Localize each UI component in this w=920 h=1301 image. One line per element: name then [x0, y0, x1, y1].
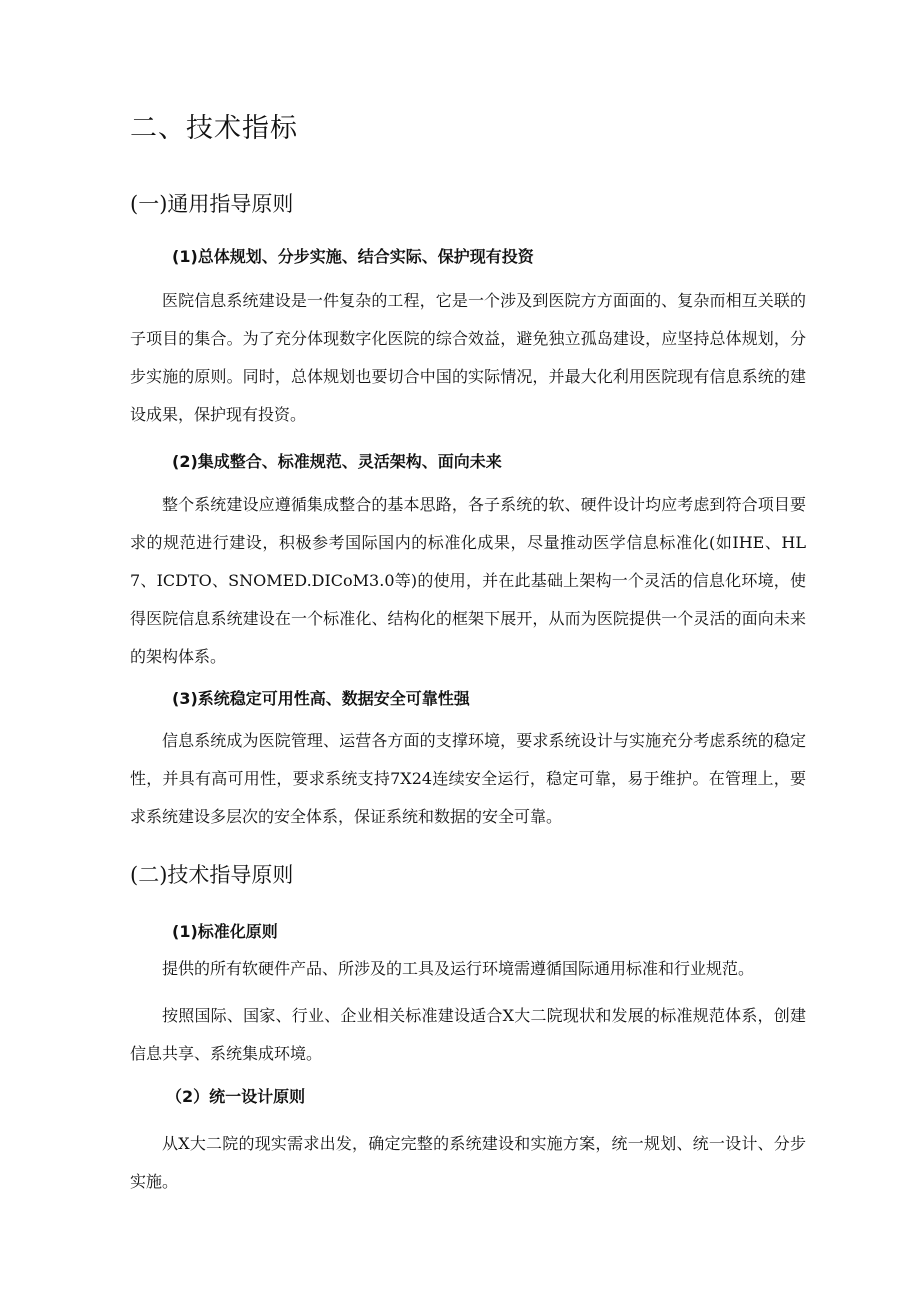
technical-item-1-heading: (1)标准化原则 — [172, 922, 278, 941]
general-principles-heading: (一)通用指导原则 — [130, 192, 294, 216]
section-title: 二、技术指标 — [130, 113, 298, 144]
technical-item-1-text-2: 按照国际、国家、行业、企业相关标准建设适合X大二院现状和发展的标准规范体系，创建信息共享、系统集成环境。 — [130, 1006, 806, 1063]
general-item-3-heading: (3)系统稳定可用性高、数据安全可靠性强 — [172, 689, 470, 708]
technical-item-1-text-1: 提供的所有软硬件产品、所涉及的工具及运行环境需遵循国际通用标准和行业规范。 — [162, 959, 755, 978]
general-item-3-text: 信息系统成为医院管理、运营各方面的支撑环境，要求系统设计与实施充分考虑系统的稳定性，并具有高可用性，要求系统支持7X24连续安全运行，稳定可靠，易于维护。在管理上，要求系统建设多层次的安全体系，保证系统和数据的安全可靠。 — [130, 731, 806, 826]
technical-principles-heading: (二)技术指导原则 — [130, 863, 294, 887]
technical-item-2-text: 从X大二院的现实需求出发，确定完整的系统建设和实施方案，统一规划、统一设计、分步实施。 — [130, 1134, 806, 1191]
technical-item-2-heading: （2）统一设计原则 — [166, 1087, 306, 1106]
general-item-2-heading: (2)集成整合、标准规范、灵活架构、面向未来 — [172, 452, 502, 471]
general-item-1-text: 医院信息系统建设是一件复杂的工程，它是一个涉及到医院方方面面的、复杂而相互关联的子项目的集合。为了充分体现数字化医院的综合效益，避免独立孤岛建设，应坚持总体规划，分步实施的原则。同时，总体规划也要切合中国的实际情况，并最大化利用医院现有信息系统的建设成果，保护现有投资。 — [130, 291, 806, 424]
general-item-2-text: 整个系统建设应遵循集成整合的基本思路，各子系统的软、硬件设计均应考虑到符合项目要求的规范进行建设，积极参考国际国内的标准化成果，尽量推动医学信息标准化(如IHE、HL7、ICDTO、SNOMED.DICoM3.0等)的使用，并在此基础上架构一个灵活的信息化环境，使得医院信息系统建设在一个标准化、结构化的框架下展开，从而为医院提供一个灵活的面向未来的架构体系。 — [130, 495, 806, 666]
general-item-1-heading: (1)总体规划、分步实施、结合实际、保护现有投资 — [172, 247, 534, 266]
